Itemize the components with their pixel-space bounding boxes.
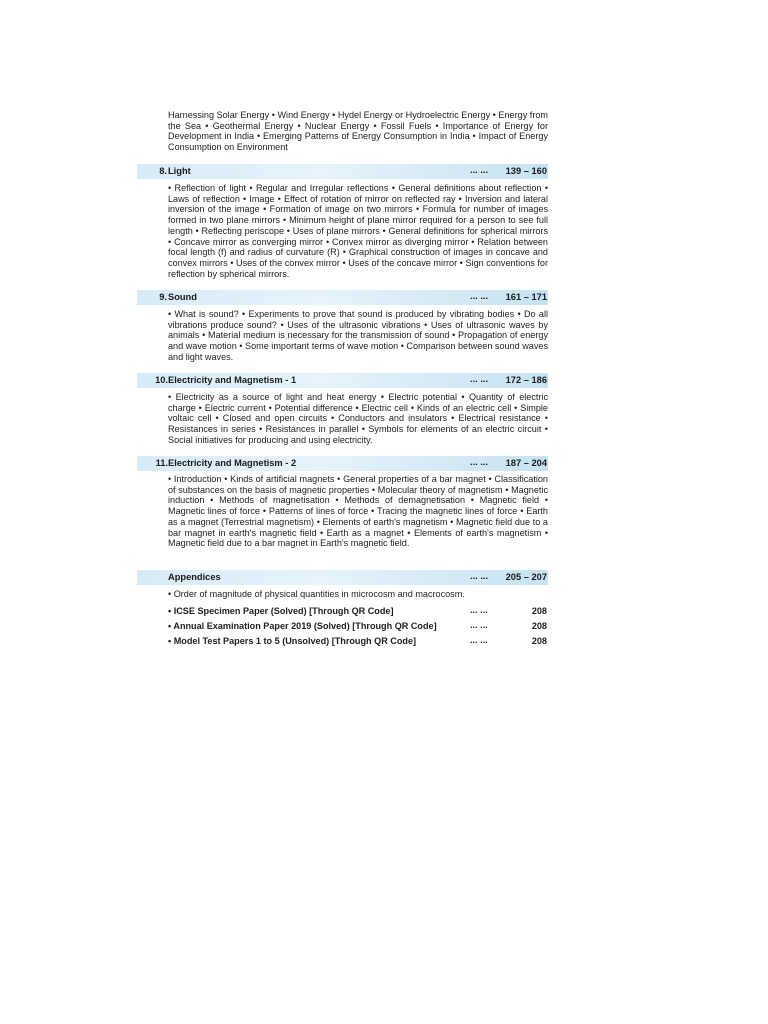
page-range: 205 – 207: [505, 572, 547, 582]
chapter-title: Sound: [168, 292, 197, 302]
appendices-topics: • Order of magnitude of physical quantities in microcosm and macrocosm.: [168, 589, 465, 599]
chapter-9-topics: • What is sound? • Experiments to prove that sound is produced by vibrating bodies • Do all vibrations produce sound? • Uses of the ultrasonic vibrations • Uses of ultrasonic waves by animals • Material medium is necessary for the transmission of sound • Propagation of energy and wave motion • Some important terms of wave motion • Comparison between sound waves and light waves.: [168, 309, 548, 362]
intro-topics: Harnessing Solar Energy • Wind Energy • Hydel Energy or Hydroelectric Energy • Energy from the Sea • Geothermal Energy • Nuclear Energy • Fossil Fuels • Importance of Energy for Development in India • Emerging Patterns of Energy Consumption in India • Impact of Energy Consumption on Environment: [168, 110, 548, 153]
leader-dots: ... ...: [470, 165, 489, 175]
extra-entry-label: • Annual Examination Paper 2019 (Solved) [Through QR Code]: [168, 621, 437, 631]
extra-entry-page: 208: [531, 636, 547, 646]
chapter-number: 9.: [159, 292, 167, 302]
extra-entry-label: • ICSE Specimen Paper (Solved) [Through QR Code]: [168, 606, 394, 616]
leader-dots: ... ...: [470, 605, 488, 615]
extra-entry: [168, 621, 548, 633]
extra-entry-page: 208: [531, 621, 547, 631]
page-range: 139 – 160: [505, 166, 547, 176]
chapter-title: Light: [168, 166, 191, 176]
chapter-title: Electricity and Magnetism - 1: [168, 375, 297, 385]
extra-entry-page: 208: [531, 606, 547, 616]
chapter-9-header: [137, 290, 548, 305]
leader-dots: ... ...: [470, 635, 488, 645]
chapter-number: 8.: [159, 166, 167, 176]
page-range: 172 – 186: [505, 375, 547, 385]
leader-dots: ... ...: [470, 620, 488, 630]
chapter-title: Electricity and Magnetism - 2: [168, 458, 297, 468]
leader-dots: ... ...: [470, 457, 489, 467]
chapter-11-topics: • Introduction • Kinds of artificial magnets • General properties of a bar magnet • Classification of substances on the basis of magnetic properties • Molecular theory of magnetism • Magnetic induction • Methods of magnetisation • Methods of demagnetisation • Magnetic field • Magnetic lines of force • Patterns of lines of force • Tracing the magnetic lines of force • Earth as a magnet (Terrestrial magnetism) • Elements of earth's magnetism • Magnetic field due to a bar magnet in earth's magnetic field • Earth as a magnet • Elements of earth's magnetism • Magnetic field due to a bar magnet in Earth's magnetic field.: [168, 474, 548, 549]
leader-dots: ... ...: [470, 374, 489, 384]
chapter-10-header: [137, 373, 548, 388]
page-range: 161 – 171: [505, 292, 547, 302]
appendices-header: [137, 570, 548, 585]
extra-entry-label: • Model Test Papers 1 to 5 (Unsolved) [Through QR Code]: [168, 636, 417, 646]
chapter-8-topics: • Reflection of light • Regular and Irregular reflections • General definitions about reflection • Laws of reflection • Image • Effect of rotation of mirror on reflected ray • Inversion and lateral inversion of the image • Formation of image on two mirrors • Formula for number of images formed in two plane mirrors • Minimum height of plane mirror required for a person to see full length • Reflecting periscope • Uses of plane mirrors • General definitions for spherical mirrors • Concave mirror as converging mirror • Convex mirror as diverging mirror • Relation between focal length (f) and radius of curvature (R) • Graphical construction of images in concave and convex mirrors • Uses of the convex mirror • Uses of the concave mirror • Sign conventions for reflection by spherical mirrors.: [168, 183, 548, 279]
page-range: 187 – 204: [505, 458, 547, 468]
chapter-11-header: [137, 456, 548, 471]
extra-entry: [168, 606, 548, 618]
chapter-8-header: [137, 164, 548, 179]
section-title: Appendices: [168, 572, 221, 582]
extra-entry: [168, 636, 548, 648]
chapter-number: 10.: [155, 375, 168, 385]
leader-dots: ... ...: [470, 571, 489, 581]
chapter-number: 11.: [155, 458, 168, 468]
leader-dots: ... ...: [470, 291, 489, 301]
chapter-10-topics: • Electricity as a source of light and heat energy • Electric potential • Quantity of electric charge • Electric current • Potential difference • Electric cell • Kinds of an electric cell • Simple voltaic cell • Closed and open circuits • Conductors and insulators • Electrical resistance • Resistances in series • Resistances in parallel • Symbols for elements of an electric circuit • Social initiatives for producing and using electricity.: [168, 392, 548, 445]
